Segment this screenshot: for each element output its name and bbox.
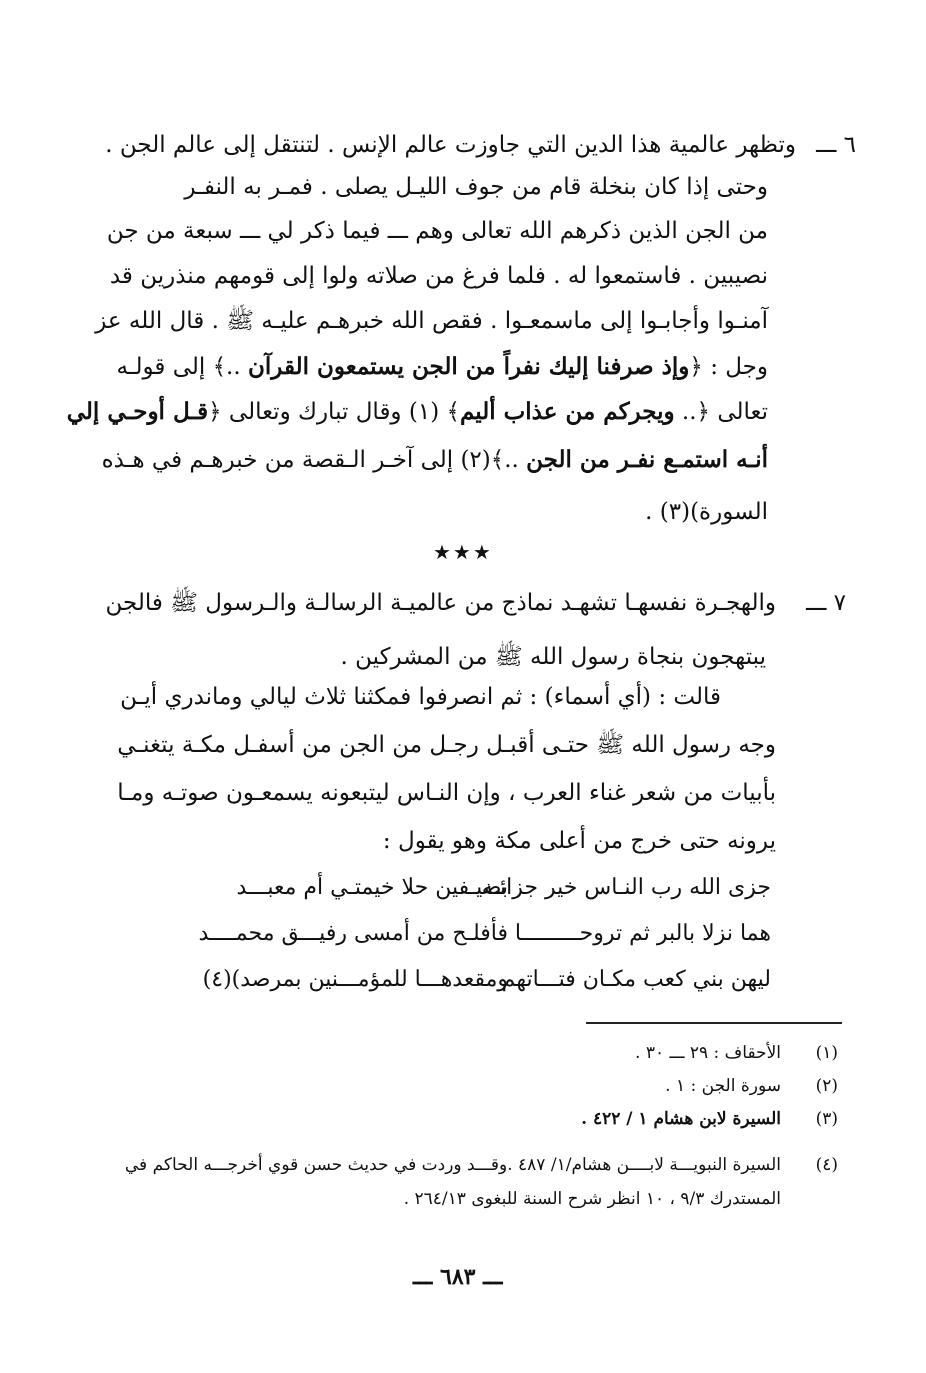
- poem-hemistich: جزى الله رب النـاس خير جزائـه: [481, 875, 771, 900]
- paragraph-line: وحتى إذا كان بنخلة قام من جوف الليـل يصلى . فمـر به النفـر: [184, 174, 768, 200]
- paragraph-line: نصيبين . فاستمعوا له . فلما فرغ من صلاته ولوا إلى قومهم منذرين قد: [109, 263, 768, 289]
- footnote-number: (٣): [815, 1109, 838, 1129]
- footnote-number: (٤): [815, 1155, 838, 1175]
- paragraph-line: تعالى ﴿.. ويجركم من عذاب أليم﴾ (١) وقال تبارك وتعالى ﴿قـل أوحـي إلي: [66, 398, 768, 425]
- poem-hemistich: فأفلـح من أمسى رفيـــق محمــــد: [198, 921, 508, 946]
- footnote-text: السيرة النبويـــة لابــــن هشام/١/ ٤٨٧ .وقـــد وردت في حديث حسن قوي أخرجـــه الحاكم في: [124, 1155, 781, 1175]
- footnote-text: سورة الجن : ١ .: [665, 1076, 781, 1096]
- paragraph-line: آمنـوا وأجابـوا إلى ماسمعـوا . فقص الله خبرهـم عليـه ﷺ . قال الله عز: [95, 308, 768, 334]
- section-separator: ★★★: [433, 540, 493, 564]
- poem-hemistich: ليهن بني كعب مكـان فتـــاتهم: [501, 967, 771, 992]
- quran-quote: ويجركم من عذاب أليم: [459, 398, 675, 425]
- footnote-number: (٢): [815, 1076, 838, 1096]
- paragraph-line: أنـه استمـع نفـر من الجن ..﴾(٢) إلى آخـر الـقصة من خبرهـم في هـذه: [101, 446, 768, 473]
- poem-hemistich: ومقعدهـــا للمؤمـــنين بمرصد)(٤): [202, 967, 508, 992]
- item-number-7: ٧ ـــ: [806, 590, 846, 616]
- paragraph-line: وتظهر عالمية هذا الدين التي جاوزت عالم الإنس . لتنتقل إلى عالم الجن .: [105, 132, 796, 158]
- paragraph-line: يرونه حتى خرج من أعلى مكة وهو يقول :: [382, 828, 776, 854]
- paragraph-line: قالت : (أي أسماء) : ثم انصرفوا فمكثنا ثلاث ليالي وماندري أيـن: [120, 684, 721, 710]
- paragraph-line: وجه رسول الله ﷺ حتـى أقبـل رجـل من الجن من أسفـل مكـة يتغنـي: [117, 732, 776, 758]
- paragraph-line: بأبيات من شعر غناء العرب ، وإن النـاس ليتبعونه يسمعـون صوتـه ومـا: [117, 780, 776, 806]
- poem-hemistich: بضيـفين حلا خيمتـي أم معبـــد: [236, 875, 508, 900]
- quran-quote: قـل أوحـي إلي: [66, 398, 209, 425]
- footnote-text: السيرة لابن هشام ١ / ٤٢٢ .: [581, 1109, 781, 1129]
- item-number-6: ٦ ـــ: [816, 132, 856, 158]
- footnote-text: الأحقاف : ٢٩ ـــ ٣٠ .: [635, 1043, 781, 1063]
- paragraph-line: من الجن الذين ذكرهم الله تعالى وهم ـــ فيما ذكر لي ـــ سبعة من جن: [106, 218, 768, 244]
- paragraph-line: يبتهجون بنجاة رسول الله ﷺ من المشركين .: [340, 644, 766, 670]
- page-number: ـــ ٦٨٣ ـــ: [413, 1264, 503, 1290]
- paragraph-line: السورة)(٣) .: [645, 499, 768, 525]
- footnote-text: المستدرك ٩/٣ ، ١٠ انظر شرح السنة للبغوى ٢٦٤/١٣ .: [403, 1189, 781, 1209]
- quran-quote: أنـه استمـع نفـر من الجن: [526, 446, 768, 473]
- paragraph-line: وجل : ﴿وإذ صرفنا إليك نفراً من الجن يستمعون القرآن ..﴾ إلى قولـه: [116, 353, 768, 380]
- poem-hemistich: هما نزلا بالبر ثم تروحـــــــــا: [514, 921, 771, 946]
- footnote-divider: [586, 1022, 842, 1024]
- footnote-number: (١): [815, 1043, 838, 1063]
- quran-quote: وإذ صرفنا إليك نفراً من الجن يستمعون القرآن: [248, 353, 690, 380]
- paragraph-line: والهجـرة نفسهـا تشهـد نماذج من عالميـة الرسالـة والـرسول ﷺ فالجن: [105, 590, 776, 616]
